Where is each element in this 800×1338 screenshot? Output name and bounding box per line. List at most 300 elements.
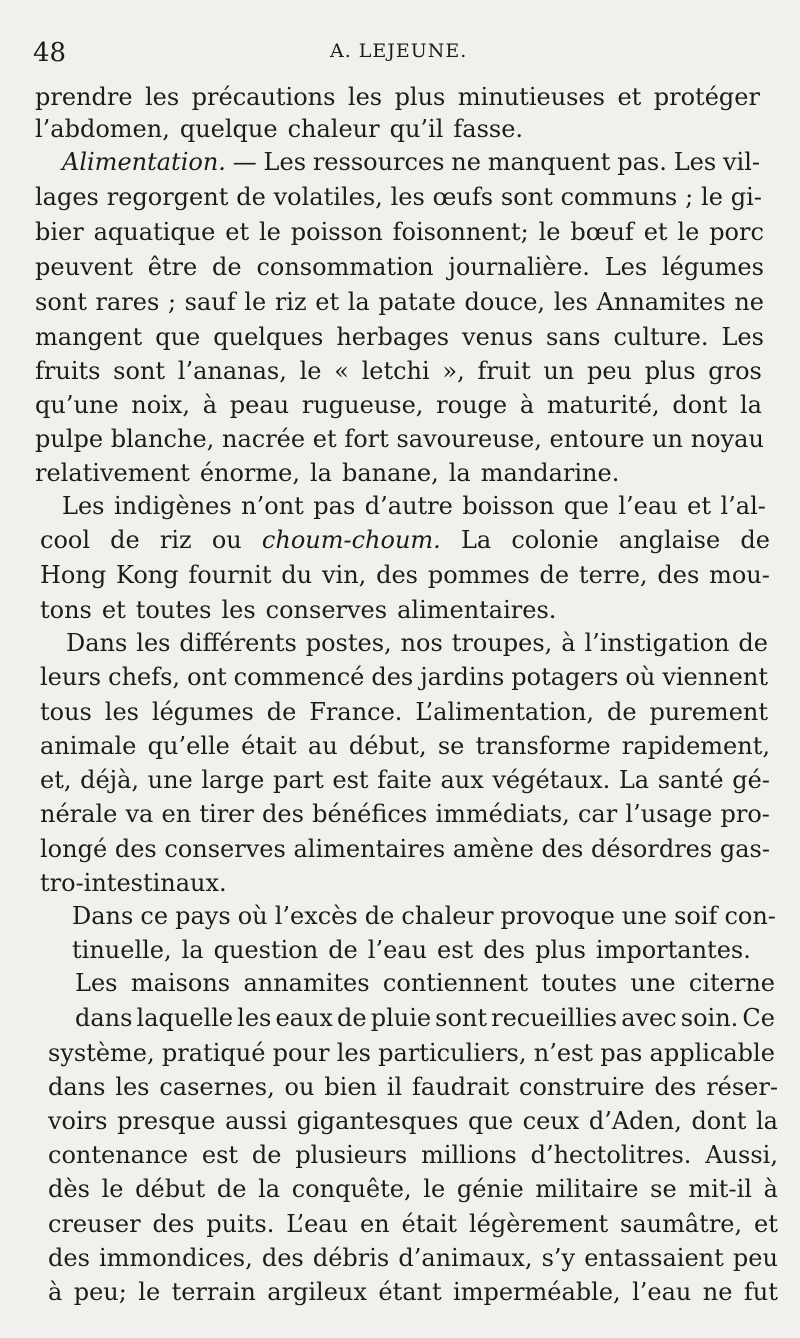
text-line [35, 285, 764, 319]
word: sont [113, 357, 166, 385]
word: volatiles, [273, 183, 383, 211]
word: Les [75, 969, 118, 997]
word: ou [211, 526, 242, 554]
word: fasse. [453, 115, 524, 143]
word: des [114, 835, 157, 863]
word: légumes [151, 698, 254, 726]
word: où [625, 663, 656, 691]
word: question [213, 936, 319, 964]
word: bier [35, 218, 84, 246]
word: étant [378, 1278, 442, 1306]
word: bénéfices [312, 800, 428, 828]
word: indigènes [113, 492, 232, 520]
word: va [125, 800, 154, 828]
word: légèrement [468, 1210, 609, 1238]
word: transforme [475, 732, 611, 760]
word: est [437, 936, 474, 964]
word: en [359, 1210, 390, 1238]
word: », [442, 357, 465, 385]
text-line [75, 966, 775, 1000]
word: ont [187, 663, 227, 691]
word: manquent [487, 148, 611, 176]
word: au [307, 732, 338, 760]
word: des [541, 835, 584, 863]
word: entoure [549, 425, 645, 453]
word: pratiqué [161, 1039, 266, 1067]
word: casernes, [159, 1073, 275, 1101]
word: peu [732, 1244, 778, 1272]
text-line [40, 660, 768, 694]
word: les [136, 629, 171, 657]
word: aussi [225, 1107, 288, 1135]
word: pays [175, 902, 231, 930]
word: réser- [706, 1073, 778, 1101]
word: fut [743, 1278, 778, 1306]
text-line [48, 1241, 778, 1275]
word: dans [48, 1073, 106, 1101]
word: précautions [191, 83, 336, 111]
word: faudrait [412, 1073, 510, 1101]
word: des [261, 1244, 304, 1272]
word: tons [40, 596, 92, 624]
word: qu’il [389, 115, 444, 143]
word: d’autre [364, 492, 453, 520]
word: s’y [541, 1244, 576, 1272]
word: d’animaux, [398, 1244, 533, 1272]
word: gas- [719, 835, 770, 863]
word: Les [721, 323, 764, 351]
word: plus [644, 357, 696, 385]
word: consommation [256, 253, 434, 281]
word: ressources [312, 148, 445, 176]
text-line [40, 832, 770, 866]
word: rapidement, [621, 732, 770, 760]
word: mou- [709, 561, 770, 589]
word: pro- [720, 800, 770, 828]
word: et [643, 218, 668, 246]
word: laquelle [136, 1004, 234, 1032]
word: désordres [591, 835, 713, 863]
word: « [334, 357, 349, 385]
word: immondices, [99, 1244, 253, 1272]
word: le [677, 218, 700, 246]
word: pas [600, 1039, 643, 1067]
word: n’est [533, 1039, 594, 1067]
word: d’Aden, [588, 1107, 682, 1135]
word: alimentaires. [397, 596, 557, 624]
word: riz [159, 526, 192, 554]
word: fournit [188, 561, 272, 589]
word: ceux [522, 1107, 580, 1135]
word: ce [140, 902, 169, 930]
text-line [48, 1207, 778, 1241]
word: Les [604, 253, 648, 281]
word: rouge [436, 391, 508, 419]
word: des [654, 1073, 697, 1101]
word: quelque [179, 115, 278, 143]
word: les [390, 183, 425, 211]
word: postes, [305, 629, 392, 657]
word: une [147, 766, 193, 794]
text-line [40, 866, 232, 900]
word: car [577, 800, 618, 828]
word: gi- [730, 183, 762, 211]
word: les [347, 83, 383, 111]
text-line [40, 729, 770, 763]
word: de [216, 1175, 247, 1203]
word: des [376, 561, 418, 589]
word: un [543, 357, 575, 385]
word: jardins [420, 663, 505, 691]
word: fort [344, 425, 389, 453]
word: déjà, [80, 766, 140, 794]
word: végétaux. [492, 766, 611, 794]
word: nacrée [221, 425, 306, 453]
text-line [62, 145, 760, 179]
word: aquatique [93, 218, 216, 246]
word: de [364, 902, 395, 930]
word: leurs [40, 663, 102, 691]
word: blanche, [110, 425, 215, 453]
word: Ce [742, 1004, 775, 1032]
word: tro-intestinaux. [40, 869, 227, 897]
word: maisons [130, 969, 231, 997]
word: vin, [321, 561, 367, 589]
word: les [237, 1004, 272, 1032]
word: le [538, 218, 561, 246]
text-line [48, 1070, 778, 1104]
word: conquête, [291, 1175, 412, 1203]
word: chaleur [287, 115, 380, 143]
word: à [561, 629, 576, 657]
word: fruit [477, 357, 531, 385]
word: qu’une [35, 391, 119, 419]
word: être [147, 253, 198, 281]
word: con- [724, 902, 776, 930]
word: immédiats, [435, 800, 570, 828]
word: prendre [35, 83, 133, 111]
word: une [630, 969, 676, 997]
word: cool [40, 526, 91, 554]
word: différents [179, 629, 297, 657]
word: dont [672, 391, 728, 419]
word: millions [421, 1141, 517, 1169]
word: l’eau [618, 492, 678, 520]
word: gros [708, 357, 762, 385]
word: que [155, 323, 201, 351]
word: sans [546, 323, 601, 351]
word: citerne [688, 969, 775, 997]
word: applicable [649, 1039, 775, 1067]
word: ou [284, 1073, 315, 1101]
word: énorme, [199, 459, 300, 487]
word: était [401, 1210, 458, 1238]
word: les [553, 288, 588, 316]
word: chaleur [401, 902, 494, 930]
word: faite [377, 766, 432, 794]
word: avec [621, 1004, 677, 1032]
word: minutieuses [457, 83, 605, 111]
word: à [763, 1175, 778, 1203]
text-line [35, 112, 600, 146]
text-line [35, 422, 764, 456]
word: soif [674, 902, 718, 930]
word: pas. [617, 148, 667, 176]
word: la [755, 1107, 778, 1135]
word: et, [40, 766, 72, 794]
word: peu [586, 357, 632, 385]
word: annamites [243, 969, 370, 997]
word: de [251, 1141, 282, 1169]
word: était [241, 732, 297, 760]
text-line [40, 593, 557, 627]
word: ne [451, 148, 481, 176]
word: quelques [213, 323, 324, 351]
word: que [563, 492, 609, 520]
word: légumes [661, 253, 764, 281]
word: poisson [290, 218, 383, 246]
word: des [48, 1244, 90, 1272]
word: recueillies [491, 1004, 618, 1032]
text-line [35, 354, 762, 388]
word: du [281, 561, 313, 589]
word: n’ont [241, 492, 304, 520]
word: début [135, 1175, 206, 1203]
word: se [437, 732, 465, 760]
word: l’eau [632, 1278, 692, 1306]
word: ; [167, 288, 177, 316]
word: ne [702, 1278, 733, 1306]
word: tirer [199, 800, 254, 828]
word: gigantesques [296, 1107, 459, 1135]
word: peau [229, 391, 290, 419]
text-line [62, 489, 766, 523]
word: Dans [72, 902, 134, 930]
text-line [72, 899, 776, 933]
word: et [101, 596, 126, 624]
word: les [115, 1073, 150, 1101]
word: ne [734, 288, 764, 316]
word: Aussi, [705, 1141, 778, 1169]
text-line [48, 1104, 778, 1138]
word: où [237, 902, 268, 930]
word: peu; [73, 1278, 127, 1306]
word: terrain [171, 1278, 256, 1306]
word: Annamites [596, 288, 726, 316]
word: douce, [464, 288, 546, 316]
word: se [650, 1175, 677, 1203]
word: santé [657, 766, 724, 794]
word: militaire [535, 1175, 639, 1203]
word: les [104, 698, 139, 726]
word: pas [313, 492, 356, 520]
word: plus [535, 936, 586, 964]
word: et [617, 83, 642, 111]
word: Les [673, 148, 717, 176]
word: l’abdomen, [35, 115, 170, 143]
word: la [258, 1175, 281, 1203]
word: de [110, 526, 140, 554]
word: fruits [35, 357, 101, 385]
word: alimentaires [293, 835, 446, 863]
word: saumâtre, [620, 1210, 743, 1238]
word: début, [348, 732, 427, 760]
word: de [740, 526, 770, 554]
word: banane, [341, 459, 439, 487]
word: est [201, 1141, 239, 1169]
word: nérale [40, 800, 118, 828]
word: importantes. [595, 936, 751, 964]
word: maturité, [546, 391, 660, 419]
text-line [66, 626, 768, 660]
word: contenance [48, 1141, 189, 1169]
word: soin. [680, 1004, 739, 1032]
word: presque [117, 1107, 216, 1135]
text-line [35, 250, 764, 284]
word: mandarine. [480, 459, 620, 487]
word: que [468, 1107, 514, 1135]
word: débris [312, 1244, 390, 1272]
word: l’ananas, [177, 357, 287, 385]
text-line [72, 933, 751, 967]
word: eaux [275, 1004, 333, 1032]
word: de [337, 1004, 367, 1032]
word: journalière. [448, 253, 590, 281]
word: gé- [732, 766, 770, 794]
word: chefs, [108, 663, 181, 691]
word: la [448, 459, 471, 487]
word: anglaise [618, 526, 721, 554]
word: L’alimentation, [415, 698, 595, 726]
word: porc [709, 218, 764, 246]
word: les [336, 1039, 371, 1067]
word: part [272, 766, 324, 794]
word: de [738, 629, 768, 657]
word: foisonnent; [392, 218, 529, 246]
word: nos [400, 629, 443, 657]
word: colonie [511, 526, 599, 554]
word: plusieurs [295, 1141, 408, 1169]
word: La [618, 766, 650, 794]
word: conserves [164, 835, 286, 863]
word: noyau [690, 425, 764, 453]
text-line [35, 215, 764, 249]
text-line [40, 695, 768, 729]
word: génie [456, 1175, 524, 1203]
word: ; [685, 183, 694, 211]
word: et [687, 492, 711, 520]
word: rares [95, 288, 160, 316]
word: boisson [462, 492, 555, 520]
word: toutes [541, 969, 618, 997]
word: lages [35, 183, 99, 211]
word: à [519, 391, 535, 419]
word: dont [691, 1107, 747, 1135]
word: commencé [233, 663, 365, 691]
word: plus [394, 83, 446, 111]
word: bien [324, 1073, 377, 1101]
word: à [48, 1278, 63, 1306]
text-line [48, 1036, 775, 1070]
word: venus [462, 323, 534, 351]
word: patate [378, 288, 456, 316]
word: en [161, 800, 192, 828]
word: voirs [48, 1107, 108, 1135]
word: noix, [131, 391, 191, 419]
word: est [332, 766, 369, 794]
word: et [225, 218, 250, 246]
word: imperméable, [453, 1278, 621, 1306]
word: tinuelle, [72, 936, 172, 964]
word: rugueuse, [301, 391, 424, 419]
word: animale [40, 732, 137, 760]
word: le [423, 1175, 446, 1203]
word: purement [649, 698, 768, 726]
word: contiennent [382, 969, 529, 997]
text-line [35, 456, 628, 490]
word: herbages [336, 323, 450, 351]
word: regorgent [106, 183, 229, 211]
word: Hong [40, 561, 107, 589]
word: — [232, 148, 257, 176]
word: conserves [265, 596, 388, 624]
word: de [328, 936, 358, 964]
word: de [606, 698, 637, 726]
text-line [35, 388, 762, 422]
word: viennent [662, 663, 768, 691]
word: le [299, 357, 322, 385]
word: des [657, 561, 700, 589]
word: le [244, 288, 267, 316]
word: creuser [48, 1210, 141, 1238]
word: Les [263, 148, 307, 176]
word: à [202, 391, 218, 419]
word: amène [452, 835, 534, 863]
word: argileux [267, 1278, 367, 1306]
text-line [48, 1275, 778, 1309]
word: la [347, 288, 370, 316]
word: L’eau [286, 1210, 349, 1238]
word: le [101, 1175, 124, 1203]
word: letchi [361, 357, 430, 385]
word: pluie [370, 1004, 432, 1032]
page-header [0, 38, 800, 78]
word: tous [40, 698, 92, 726]
word: troupes, [451, 629, 553, 657]
word: particuliers, [378, 1039, 527, 1067]
word: des [483, 936, 526, 964]
word: toutes [135, 596, 212, 624]
text-line [35, 320, 764, 354]
word: l’instigation [584, 629, 730, 657]
word: mangent [35, 323, 143, 351]
page-number: 48 [33, 38, 67, 68]
word: vil- [722, 148, 760, 176]
word: communs [560, 183, 678, 211]
word: sont [500, 183, 553, 211]
word: et [312, 425, 337, 453]
text-line [40, 558, 770, 592]
word: sont [435, 1004, 488, 1032]
word: riz [274, 288, 307, 316]
word: large [201, 766, 265, 794]
word: provoque [500, 902, 615, 930]
word: le [138, 1278, 161, 1306]
word: de [266, 698, 297, 726]
word: mit-il [688, 1175, 752, 1203]
word: et [754, 1210, 778, 1238]
word: Les [62, 492, 105, 520]
